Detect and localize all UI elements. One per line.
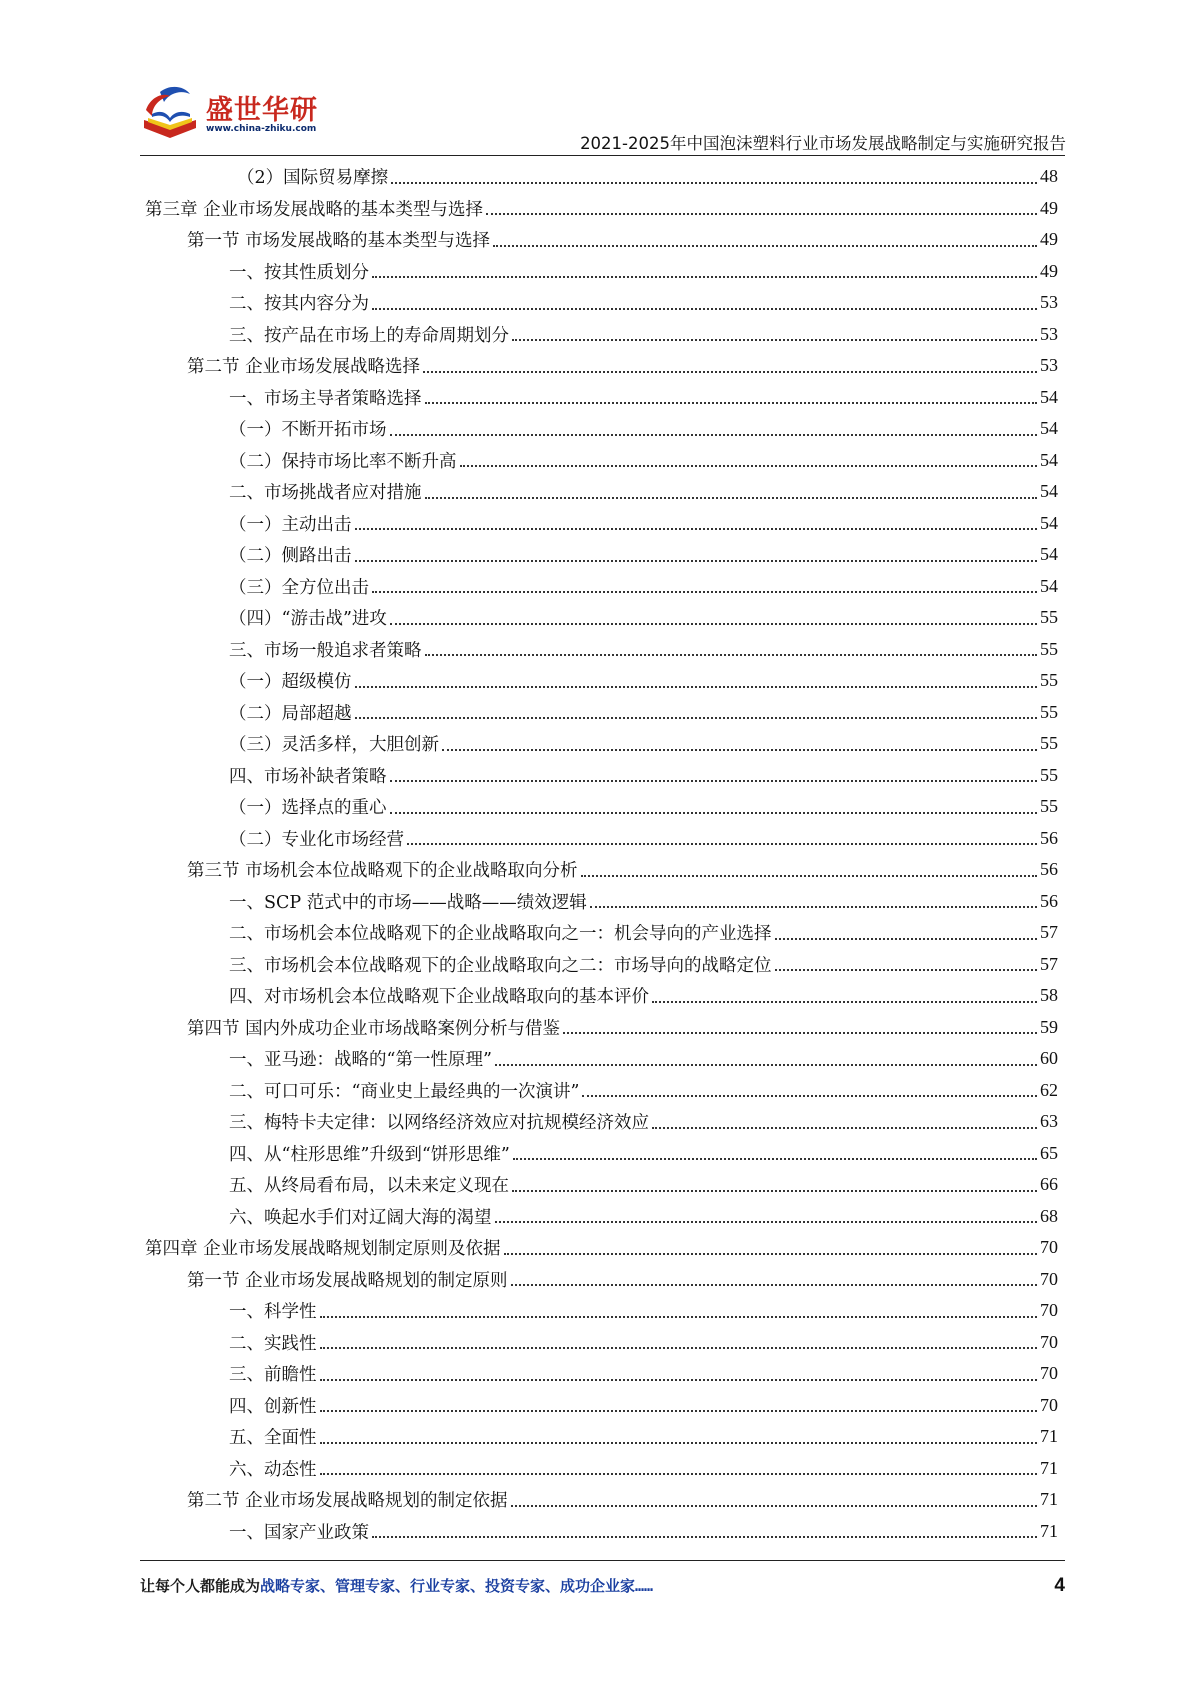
toc-entry-page: 71 xyxy=(1040,1457,1058,1478)
toc-entry[interactable] xyxy=(145,602,1058,634)
toc-entry-label: 四、从“柱形思维”升级到“饼形思维” xyxy=(229,1141,513,1166)
toc-entry-page: 59 xyxy=(1040,1016,1058,1037)
toc-dot-leader xyxy=(372,308,1037,310)
toc-entry-label: 三、梅特卡夫定律：以网络经济效应对抗规模经济效应 xyxy=(229,1109,652,1134)
toc-dot-leader xyxy=(425,402,1038,404)
toc-entry-page: 49 xyxy=(1040,197,1058,218)
toc-dot-leader xyxy=(511,1505,1037,1507)
toc-entry-label: 二、市场机会本位战略观下的企业战略取向之一：机会导向的产业选择 xyxy=(229,920,775,945)
toc-entry-page: 53 xyxy=(1040,355,1058,376)
toc-dot-leader xyxy=(460,465,1038,467)
toc-entry-page: 71 xyxy=(1040,1489,1058,1510)
toc-entry-page: 55 xyxy=(1040,796,1058,817)
toc-entry[interactable] xyxy=(145,886,1058,918)
toc-dot-leader xyxy=(425,497,1038,499)
toc-entry[interactable] xyxy=(145,665,1058,697)
toc-entry[interactable] xyxy=(145,193,1058,225)
toc-entry-page: 54 xyxy=(1040,544,1058,565)
toc-dot-leader xyxy=(504,1253,1037,1255)
toc-entry-label: 二、实践性 xyxy=(229,1330,320,1355)
toc-entry-label: （三）灵活多样，大胆创新 xyxy=(229,731,442,756)
toc-entry[interactable] xyxy=(145,917,1058,949)
toc-entry-label: 第三节 市场机会本位战略观下的企业战略取向分析 xyxy=(187,857,581,882)
toc-entry-page: 48 xyxy=(1040,166,1058,187)
brand-logo xyxy=(140,84,340,146)
toc-entry-page: 70 xyxy=(1040,1331,1058,1352)
toc-entry-page: 58 xyxy=(1040,985,1058,1006)
toc-entry-page: 54 xyxy=(1040,449,1058,470)
toc-entry[interactable] xyxy=(145,445,1058,477)
toc-entry[interactable] xyxy=(145,1012,1058,1044)
toc-entry[interactable] xyxy=(145,697,1058,729)
toc-entry[interactable] xyxy=(145,1421,1058,1453)
toc-dot-leader xyxy=(511,1284,1037,1286)
toc-entry[interactable] xyxy=(145,1075,1058,1107)
toc-entry-page: 54 xyxy=(1040,418,1058,439)
toc-entry-page: 71 xyxy=(1040,1520,1058,1541)
table-of-contents xyxy=(145,161,1058,1547)
toc-entry-label: （一）超级模仿 xyxy=(229,668,355,693)
toc-entry[interactable] xyxy=(145,1043,1058,1075)
toc-entry-page: 71 xyxy=(1040,1426,1058,1447)
toc-dot-leader xyxy=(390,780,1038,782)
toc-entry-label: （一）主动出击 xyxy=(229,511,355,536)
toc-entry-page: 70 xyxy=(1040,1363,1058,1384)
toc-entry-label: （一）不断开拓市场 xyxy=(229,416,390,441)
toc-entry-label: （2）国际贸易摩擦 xyxy=(237,164,391,189)
toc-entry-page: 55 xyxy=(1040,670,1058,691)
toc-entry[interactable] xyxy=(145,1138,1058,1170)
toc-dot-leader xyxy=(513,1158,1037,1160)
toc-entry-page: 56 xyxy=(1040,890,1058,911)
toc-entry-label: 六、唤起水手们对辽阔大海的渴望 xyxy=(229,1204,495,1229)
toc-entry-label: 一、科学性 xyxy=(229,1298,320,1323)
toc-entry-label: 一、市场主导者策略选择 xyxy=(229,385,425,410)
toc-entry-page: 54 xyxy=(1040,481,1058,502)
toc-dot-leader xyxy=(493,245,1037,247)
page-header xyxy=(0,0,1191,160)
toc-entry-label: 六、动态性 xyxy=(229,1456,320,1481)
toc-entry-label: 四、创新性 xyxy=(229,1393,320,1418)
document-title: 2021-2025年中国泡沫塑料行业市场发展战略制定与实施研究报告 xyxy=(580,134,1066,153)
toc-entry[interactable] xyxy=(145,1327,1058,1359)
toc-entry-page: 70 xyxy=(1040,1394,1058,1415)
toc-entry-label: 第四节 国内外成功企业市场战略案例分析与借鉴 xyxy=(187,1015,563,1040)
toc-dot-leader xyxy=(390,434,1038,436)
toc-dot-leader xyxy=(423,371,1037,373)
toc-dot-leader xyxy=(582,1095,1037,1097)
toc-entry-label: 三、市场机会本位战略观下的企业战略取向之二：市场导向的战略定位 xyxy=(229,952,775,977)
toc-entry[interactable] xyxy=(145,949,1058,981)
page-footer xyxy=(140,1575,1065,1605)
toc-dot-leader xyxy=(391,182,1037,184)
toc-entry-page: 55 xyxy=(1040,701,1058,722)
brand-name: 盛世华研 xyxy=(206,95,318,126)
toc-entry[interactable] xyxy=(145,1169,1058,1201)
toc-dot-leader xyxy=(390,812,1038,814)
toc-dot-leader xyxy=(495,1064,1037,1066)
toc-entry-label: （二）局部超越 xyxy=(229,700,355,725)
toc-dot-leader xyxy=(442,749,1037,751)
toc-entry[interactable] xyxy=(145,161,1058,193)
toc-entry-label: 一、国家产业政策 xyxy=(229,1519,372,1544)
toc-entry-label: 四、市场补缺者策略 xyxy=(229,763,390,788)
toc-dot-leader xyxy=(407,843,1037,845)
toc-dot-leader xyxy=(320,1379,1038,1381)
toc-entry-label: （二）保持市场比率不断升高 xyxy=(229,448,460,473)
toc-dot-leader xyxy=(355,560,1038,562)
toc-entry-label: 二、按其内容分为 xyxy=(229,290,372,315)
toc-entry[interactable] xyxy=(145,1358,1058,1390)
toc-entry-page: 49 xyxy=(1040,229,1058,250)
toc-dot-leader xyxy=(486,213,1037,215)
book-swoosh-logo-icon xyxy=(140,84,202,146)
toc-dot-leader xyxy=(563,1032,1037,1034)
toc-entry-label: 二、市场挑战者应对措施 xyxy=(229,479,425,504)
toc-dot-leader xyxy=(372,276,1037,278)
toc-dot-leader xyxy=(425,654,1038,656)
toc-entry[interactable] xyxy=(145,1264,1058,1296)
toc-entry-label: 第一节 市场发展战略的基本类型与选择 xyxy=(187,227,493,252)
toc-dot-leader xyxy=(320,1473,1038,1475)
toc-entry[interactable] xyxy=(145,980,1058,1012)
toc-entry[interactable] xyxy=(145,1201,1058,1233)
toc-dot-leader xyxy=(652,1127,1037,1129)
toc-entry[interactable] xyxy=(145,634,1058,666)
toc-dot-leader xyxy=(581,875,1037,877)
toc-entry-label: 五、全面性 xyxy=(229,1424,320,1449)
toc-entry-page: 57 xyxy=(1040,922,1058,943)
toc-entry[interactable] xyxy=(145,571,1058,603)
toc-entry-label: 三、按产品在市场上的寿命周期划分 xyxy=(229,322,512,347)
toc-entry-label: 五、从终局看布局，以未来定义现在 xyxy=(229,1172,512,1197)
page-number: 4 xyxy=(1054,1575,1065,1596)
brand-url: www.china-zhiku.com xyxy=(206,124,317,134)
toc-entry-label: 第二节 企业市场发展战略选择 xyxy=(187,353,423,378)
toc-entry-page: 63 xyxy=(1040,1111,1058,1132)
toc-dot-leader xyxy=(495,1221,1038,1223)
toc-entry-label: （二）专业化市场经营 xyxy=(229,826,407,851)
toc-entry[interactable] xyxy=(145,1453,1058,1485)
toc-entry[interactable] xyxy=(145,508,1058,540)
toc-entry-page: 66 xyxy=(1040,1174,1058,1195)
toc-entry[interactable] xyxy=(145,760,1058,792)
toc-entry-page: 55 xyxy=(1040,638,1058,659)
toc-entry-label: 第一节 企业市场发展战略规划的制定原则 xyxy=(187,1267,511,1292)
toc-entry[interactable] xyxy=(145,224,1058,256)
toc-entry[interactable] xyxy=(145,350,1058,382)
toc-entry-label: （一）选择点的重心 xyxy=(229,794,390,819)
toc-dot-leader xyxy=(355,686,1038,688)
toc-entry[interactable] xyxy=(145,1295,1058,1327)
toc-entry-label: 四、对市场机会本位战略观下企业战略取向的基本评价 xyxy=(229,983,652,1008)
toc-entry-page: 55 xyxy=(1040,607,1058,628)
toc-entry-page: 60 xyxy=(1040,1048,1058,1069)
toc-entry-page: 62 xyxy=(1040,1079,1058,1100)
toc-entry-label: （二）侧路出击 xyxy=(229,542,355,567)
toc-dot-leader xyxy=(590,906,1037,908)
toc-entry[interactable] xyxy=(145,413,1058,445)
toc-entry-label: （四）“游击战”进攻 xyxy=(229,605,390,630)
toc-dot-leader xyxy=(372,1536,1037,1538)
toc-entry-page: 56 xyxy=(1040,859,1058,880)
toc-dot-leader xyxy=(320,1316,1038,1318)
toc-entry-page: 57 xyxy=(1040,953,1058,974)
toc-entry[interactable] xyxy=(145,728,1058,760)
toc-entry-label: 一、SCP 范式中的市场——战略——绩效逻辑 xyxy=(229,889,590,914)
footer-slogan-lead: 让每个人都能成为 xyxy=(140,1577,261,1595)
toc-dot-leader xyxy=(390,623,1037,625)
toc-dot-leader xyxy=(320,1442,1038,1444)
toc-dot-leader xyxy=(652,1001,1037,1003)
toc-dot-leader xyxy=(775,938,1038,940)
toc-entry[interactable] xyxy=(145,791,1058,823)
toc-entry[interactable] xyxy=(145,1516,1058,1548)
toc-entry-label: （三）全方位出击 xyxy=(229,574,372,599)
toc-entry-label: 第二节 企业市场发展战略规划的制定依据 xyxy=(187,1487,511,1512)
toc-entry[interactable] xyxy=(145,1484,1058,1516)
toc-entry-page: 54 xyxy=(1040,386,1058,407)
toc-entry-label: 三、前瞻性 xyxy=(229,1361,320,1386)
toc-entry-page: 55 xyxy=(1040,733,1058,754)
toc-dot-leader xyxy=(320,1410,1038,1412)
toc-entry[interactable] xyxy=(145,476,1058,508)
toc-entry-page: 55 xyxy=(1040,764,1058,785)
footer-divider xyxy=(140,1560,1065,1561)
toc-dot-leader xyxy=(512,339,1037,341)
toc-entry[interactable] xyxy=(145,1390,1058,1422)
toc-entry[interactable] xyxy=(145,823,1058,855)
toc-entry-page: 65 xyxy=(1040,1142,1058,1163)
header-divider xyxy=(140,155,1065,156)
toc-entry[interactable] xyxy=(145,287,1058,319)
toc-dot-leader xyxy=(355,528,1038,530)
toc-entry-page: 53 xyxy=(1040,292,1058,313)
toc-entry-page: 68 xyxy=(1040,1205,1058,1226)
toc-entry-label: 一、亚马逊：战略的“第一性原理” xyxy=(229,1046,495,1071)
toc-entry[interactable] xyxy=(145,382,1058,414)
toc-entry[interactable] xyxy=(145,539,1058,571)
toc-dot-leader xyxy=(320,1347,1038,1349)
toc-entry-page: 49 xyxy=(1040,260,1058,281)
toc-entry[interactable] xyxy=(145,319,1058,351)
toc-entry-label: 三、市场一般追求者策略 xyxy=(229,637,425,662)
toc-entry-label: 一、按其性质划分 xyxy=(229,259,372,284)
footer-slogan-roles: 战略专家、管理专家、行业专家、投资专家、成功企业家…… xyxy=(260,1577,654,1595)
toc-entry-label: 二、可口可乐：“商业史上最经典的一次演讲” xyxy=(229,1078,582,1103)
toc-dot-leader xyxy=(372,591,1037,593)
toc-entry-label: 第四章 企业市场发展战略规划制定原则及依据 xyxy=(145,1235,504,1260)
toc-entry[interactable] xyxy=(145,854,1058,886)
toc-entry-page: 70 xyxy=(1040,1300,1058,1321)
toc-dot-leader xyxy=(355,717,1038,719)
toc-entry-page: 70 xyxy=(1040,1268,1058,1289)
toc-entry[interactable] xyxy=(145,256,1058,288)
toc-entry-page: 56 xyxy=(1040,827,1058,848)
toc-dot-leader xyxy=(775,969,1038,971)
toc-entry-page: 54 xyxy=(1040,575,1058,596)
toc-entry[interactable] xyxy=(145,1232,1058,1264)
toc-entry-label: 第三章 企业市场发展战略的基本类型与选择 xyxy=(145,196,486,221)
toc-entry[interactable] xyxy=(145,1106,1058,1138)
toc-dot-leader xyxy=(512,1190,1037,1192)
toc-entry-page: 54 xyxy=(1040,512,1058,533)
toc-entry-page: 53 xyxy=(1040,323,1058,344)
toc-entry-page: 70 xyxy=(1040,1237,1058,1258)
